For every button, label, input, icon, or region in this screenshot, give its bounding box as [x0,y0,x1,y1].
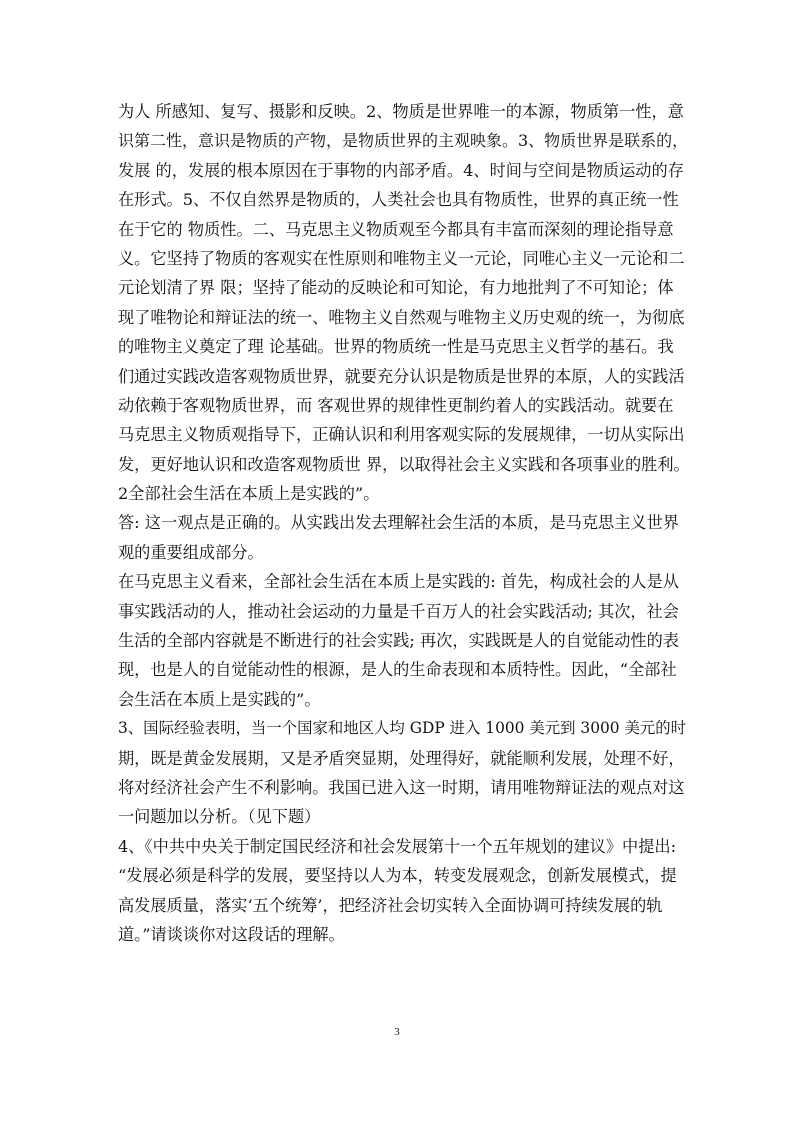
text-line: 答: 这一观点是正确的。从实践出发去理解社会生活的本质，是马克思主义世界 [118,513,679,533]
text-line: 生活的全部内容就是不断进行的社会实践; 再次，实践既是人的自觉能动性的表 [118,631,679,651]
text-line: 马克思主义物质观指导下，正确认识和利用客观实际的发展规律，一切从实际出 [118,425,685,445]
text-line: 现，也是人的自觉能动性的根源，是人的生命表现和本质特性。因此，“全部社 [118,660,677,680]
text-line: 一问题加以分析。（见下题） [118,807,321,827]
text-line: 事实践活动的人，推动社会运动的力量是千百万人的社会实践活动; 其次，社会 [118,601,679,621]
text-line: “发展必须是科学的发展，要坚持以人为本，转变发展观念，创新发展模式，提 [118,866,677,886]
text-line: 4、《中共中央关于制定国民经济和社会发展第十一个五年规划的建议》中提出: [118,836,677,856]
text-line: 元论划清了界 限；坚持了能动的反映论和可知论，有力地批判了不可知论；体 [118,278,674,298]
text-line: 道。”请谈谈你对这段话的理解。 [118,924,345,944]
text-line: 观的重要组成部分。 [118,542,264,562]
text-line: 3、国际经验表明，当一个国家和地区人均 GDP 进入 1000 美元到 3000 美元的时 [118,719,687,738]
text-line: 会生活在本质上是实践的”。 [118,689,321,709]
text-line: 发展 的，发展的根本原因在于事物的内部矛盾。4、时间与空间是物质运动的存 [118,160,684,180]
text-line: 们通过实践改造客观物质世界，就要充分认识是物质是世界的本原，人的实践活 [118,366,685,386]
text-line: 识第二性，意识是物质的产物，是物质世界的主观映象。3、物质世界是联系的， [118,131,689,151]
text-line: 在形式。5、不仅自然界是物质的，人类社会也具有物质性，世界的真正统一性 [118,190,679,210]
body-text [118,97,690,949]
text-line: 2全部社会生活在本质上是实践的”。 [118,484,380,504]
text-line: 义。它坚持了物质的客观实在性原则和唯物主义一元论，同唯心主义一元论和二 [118,248,685,268]
page-number: 3 [394,1026,400,1038]
text-line: 发，更好地认识和改造客观物质世 界，以取得社会主义实践和各项事业的胜利。 [118,454,690,474]
text-line: 的唯物主义奠定了理 论基础。世界的物质统一性是马克思主义哲学的基石。我 [118,337,674,357]
text-line: 在于它的 物质性。二、马克思主义物质观至今都具有丰富而深刻的理论指导意 [118,219,674,239]
text-line: 现了唯物论和辩证法的统一、唯物主义自然观与唯物主义历史观的统一，为彻底 [118,307,685,327]
text-line: 期，既是黄金发展期，又是矛盾突显期，处理得好，就能顺利发展，处理不好， [118,748,685,768]
text-line: 为人 所感知、复写、摄影和反映。2、物质是世界唯一的本源，物质第一性，意 [118,102,684,121]
text-line: 动依赖于客观物质世界，而 客观世界的规律性更制约着人的实践活动。就要在 [118,395,674,415]
text-line: 将对经济社会产生不利影响。我国已进入这一时期，请用唯物辩证法的观点对这 [118,777,685,797]
text-line: 高发展质量，落实‘五个统筹’，把经济社会切实转入全面协调可持续发展的轨 [118,895,663,915]
text-line: 在马克思主义看来，全部社会生活在本质上是实践的: 首先，构成社会的人是从 [118,572,679,592]
